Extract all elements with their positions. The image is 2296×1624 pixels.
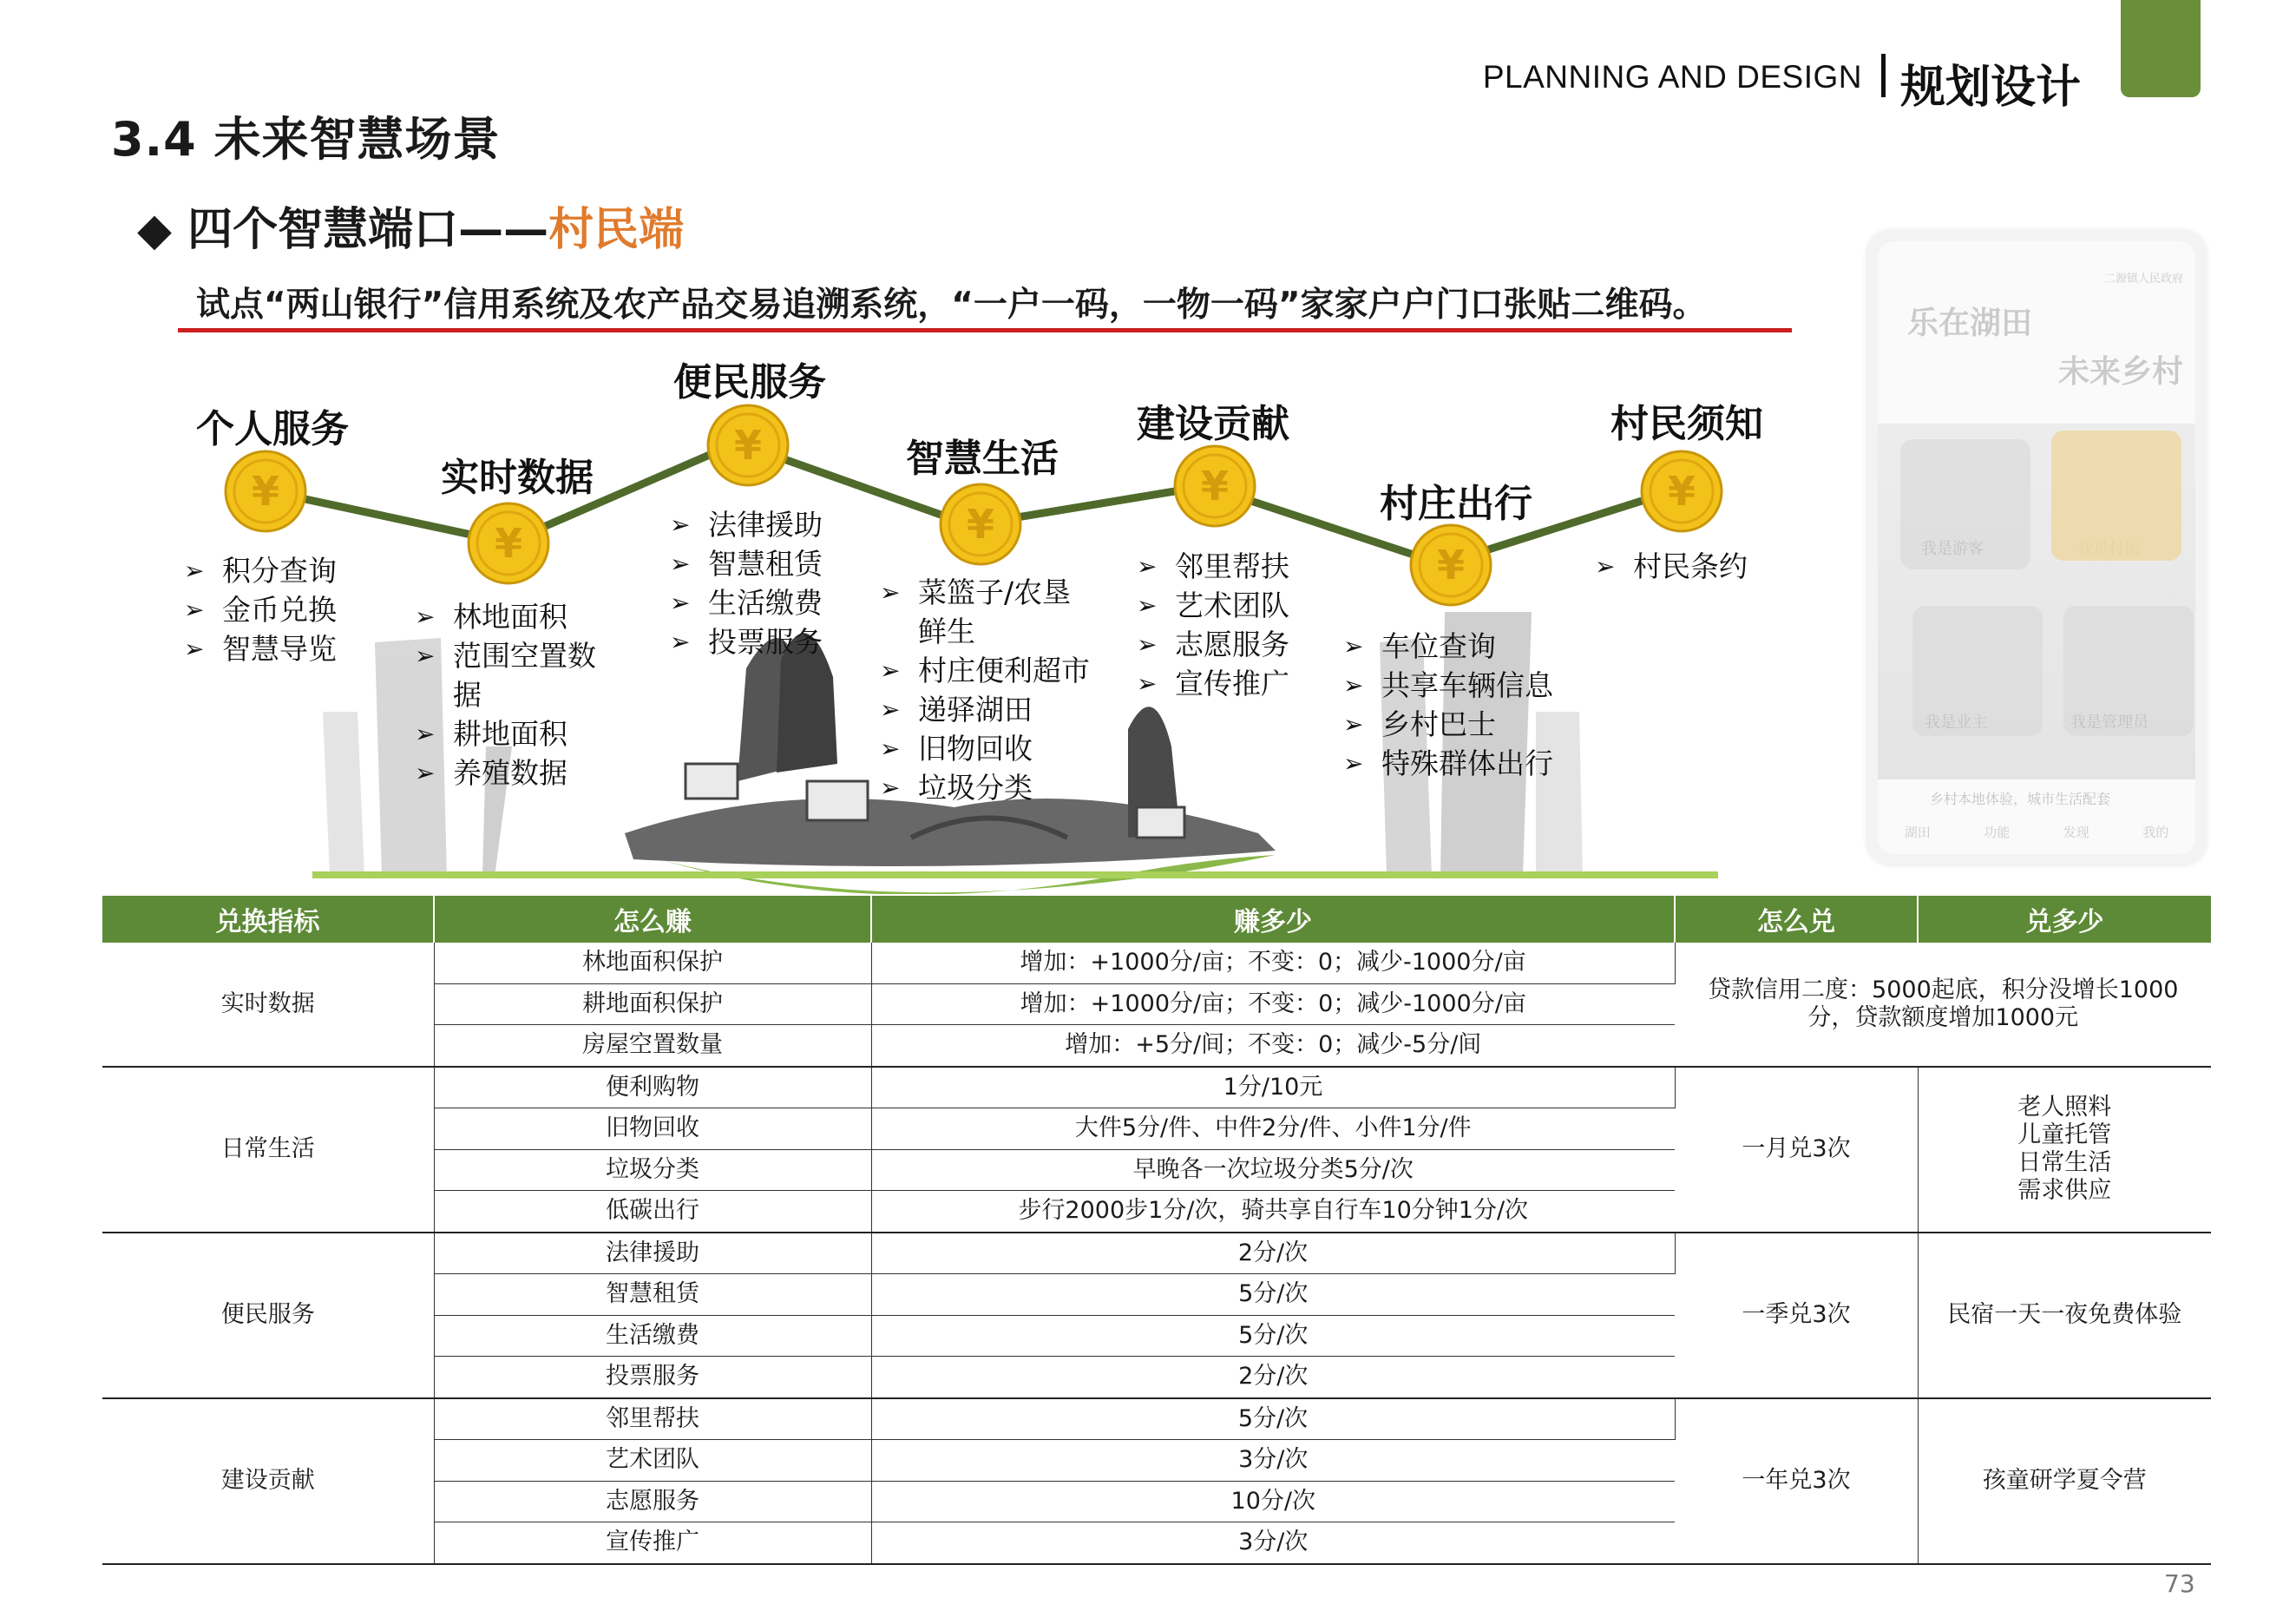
coin-icon bbox=[467, 502, 550, 585]
phone-slogan: 乡村本地体验，城市生活配套 bbox=[1930, 791, 2111, 807]
list-item: ➢ 递驿湖田 bbox=[880, 693, 1033, 727]
cell-how: 垃圾分类 bbox=[434, 1149, 871, 1191]
subtitle-highlight: 村民端 bbox=[548, 204, 685, 256]
svg-text:¥: ¥ bbox=[251, 468, 280, 515]
table-row bbox=[102, 1067, 2211, 1108]
cell-how: 艺术团队 bbox=[434, 1440, 871, 1482]
item-list bbox=[1137, 547, 1289, 703]
cell-how: 低碳出行 bbox=[434, 1191, 871, 1233]
svg-text:¥: ¥ bbox=[966, 501, 995, 548]
cell-how: 生活缴费 bbox=[434, 1315, 871, 1357]
phone-tile-caption: 我是业主 bbox=[1925, 713, 1987, 732]
cell-how: 法律援助 bbox=[434, 1233, 871, 1274]
table-header: 怎么兑 bbox=[1675, 896, 1918, 943]
coin-icon bbox=[1640, 450, 1723, 533]
coin-icon bbox=[939, 483, 1022, 566]
item-list bbox=[415, 597, 600, 792]
item-list bbox=[880, 573, 1090, 807]
header-english: PLANNING AND DESIGN bbox=[1482, 59, 1862, 95]
cell-amount: 5分/次 bbox=[871, 1398, 1675, 1440]
svg-text:¥: ¥ bbox=[733, 422, 763, 469]
phone-top-note: 二源镇人民政府 bbox=[2103, 273, 2183, 286]
list-item: ➢ 车位查询 bbox=[1343, 629, 1496, 663]
phone-line2: 未来乡村 bbox=[2057, 354, 2183, 390]
phone-nav-item: 我的 bbox=[2142, 825, 2169, 840]
cell-reward: 民宿一天一夜免费体验 bbox=[1918, 1233, 2211, 1398]
list-item: ➢ 养殖数据 bbox=[415, 756, 567, 790]
category-label: 实时数据 bbox=[441, 456, 594, 500]
cell-how: 邻里帮扶 bbox=[434, 1398, 871, 1440]
coin-icon bbox=[706, 404, 790, 487]
coin-icon bbox=[1409, 523, 1492, 607]
table-header: 怎么赚 bbox=[434, 896, 871, 943]
phone-nav-item: 发现 bbox=[2063, 825, 2089, 840]
phone-tile-caption: 我是管理员 bbox=[2070, 713, 2148, 732]
list-item: ➢ 投票服务 bbox=[670, 625, 823, 659]
group-name: 建设贡献 bbox=[102, 1398, 434, 1564]
category-label: 村民须知 bbox=[1610, 402, 1763, 446]
list-item: ➢ 耕地面积 bbox=[415, 717, 567, 751]
cell-amount: 大件5分/件、中件2分/件、小件1分/件 bbox=[871, 1108, 1675, 1150]
list-item: ➢ 法律援助 bbox=[670, 508, 823, 542]
section-title: 3.4 未来智慧场景 bbox=[111, 112, 501, 167]
list-item: ➢ 共享车辆信息 bbox=[1343, 668, 1553, 702]
category-label: 智慧生活 bbox=[906, 437, 1059, 481]
cell-how: 旧物回收 bbox=[434, 1108, 871, 1150]
svg-text:¥: ¥ bbox=[1200, 463, 1230, 510]
table-header: 赚多少 bbox=[871, 896, 1675, 943]
list-item: ➢ 智慧租赁 bbox=[670, 547, 823, 581]
cell-amount: 5分/次 bbox=[871, 1274, 1675, 1316]
table-row bbox=[102, 1233, 2211, 1274]
phone-mockup bbox=[1867, 231, 2206, 865]
header-chinese: 规划设计 bbox=[1900, 62, 2082, 114]
list-item: ➢ 智慧导览 bbox=[184, 632, 337, 666]
group-name: 日常生活 bbox=[102, 1067, 434, 1233]
cell-redeem: 一月兑3次 bbox=[1675, 1067, 1918, 1233]
item-list bbox=[1343, 627, 1553, 783]
list-item: ➢ 志愿服务 bbox=[1137, 628, 1289, 661]
group-name: 实时数据 bbox=[102, 943, 434, 1067]
list-item: ➢ 范围空置数据 bbox=[415, 639, 596, 712]
cell-how: 便利购物 bbox=[434, 1067, 871, 1108]
intro-text: 试点“两山银行”信用系统及农产品交易追溯系统，“一户一码，一物一码”家家户户门口张贴二维码。 bbox=[196, 286, 1707, 325]
cell-amount: 10分/次 bbox=[871, 1481, 1675, 1522]
cell-how: 志愿服务 bbox=[434, 1481, 871, 1522]
phone-nav bbox=[1878, 823, 2195, 841]
cell-amount: 2分/次 bbox=[871, 1233, 1675, 1274]
list-item: ➢ 特殊群体出行 bbox=[1343, 746, 1553, 780]
cell-amount: 增加：+1000分/亩；不变：0；减少-1000分/亩 bbox=[871, 943, 1675, 983]
cell-redeem: 一年兑3次 bbox=[1675, 1398, 1918, 1564]
cell-amount: 2分/次 bbox=[871, 1357, 1675, 1398]
points-table bbox=[102, 896, 2211, 1565]
phone-nav-item: 功能 bbox=[1984, 825, 2011, 840]
list-item: ➢ 村民条约 bbox=[1595, 549, 1748, 583]
coin-icon bbox=[1173, 444, 1256, 528]
cell-how: 耕地面积保护 bbox=[434, 983, 871, 1025]
group-name: 便民服务 bbox=[102, 1233, 434, 1398]
category-label: 个人服务 bbox=[196, 407, 349, 451]
cell-amount: 早晚各一次垃圾分类5分/次 bbox=[871, 1149, 1675, 1191]
cell-amount: 步行2000步1分/次，骑共享自行车10分钟1分/次 bbox=[871, 1191, 1675, 1233]
cell-how: 林地面积保护 bbox=[434, 943, 871, 983]
category-label: 村庄出行 bbox=[1380, 482, 1532, 526]
cell-how: 投票服务 bbox=[434, 1357, 871, 1398]
list-item: ➢ 旧物回收 bbox=[880, 732, 1033, 766]
list-item: ➢ 宣传推广 bbox=[1137, 667, 1289, 700]
category-label: 建设贡献 bbox=[1137, 402, 1289, 446]
coin-icon bbox=[224, 450, 307, 533]
item-list bbox=[184, 551, 337, 668]
item-list bbox=[1595, 547, 1748, 586]
list-item: ➢ 垃圾分类 bbox=[880, 771, 1033, 805]
svg-text:¥: ¥ bbox=[1667, 468, 1696, 515]
list-item: ➢ 积分查询 bbox=[184, 554, 337, 588]
table-header: 兑多少 bbox=[1918, 896, 2211, 943]
cell-how: 智慧租赁 bbox=[434, 1274, 871, 1316]
cell-amount: 3分/次 bbox=[871, 1522, 1675, 1564]
table-row bbox=[102, 1398, 2211, 1440]
table-header-row bbox=[102, 896, 2211, 943]
subtitle-prefix: ◆ 四个智慧端口—— bbox=[137, 204, 549, 256]
cell-amount: 1分/10元 bbox=[871, 1067, 1675, 1108]
svg-text:¥: ¥ bbox=[494, 520, 523, 567]
cell-amount: 3分/次 bbox=[871, 1440, 1675, 1482]
list-item: ➢ 林地面积 bbox=[415, 600, 567, 634]
cell-amount: 5分/次 bbox=[871, 1315, 1675, 1357]
list-item: ➢ 艺术团队 bbox=[1137, 588, 1289, 622]
cell-amount: 增加：+1000分/亩；不变：0；减少-1000分/亩 bbox=[871, 983, 1675, 1025]
table-header: 兑换指标 bbox=[102, 896, 434, 943]
cell-redeem: 贷款信用二度：5000起底，积分没增长1000分，贷款额度增加1000元 bbox=[1675, 943, 2211, 1067]
cell-reward: 孩童研学夏令营 bbox=[1918, 1398, 2211, 1564]
cell-redeem: 一季兑3次 bbox=[1675, 1233, 1918, 1398]
list-item: ➢ 生活缴费 bbox=[670, 586, 823, 620]
cell-how: 宣传推广 bbox=[434, 1522, 871, 1564]
table-row bbox=[102, 943, 2211, 983]
phone-tile-caption: 我是游客 bbox=[1921, 540, 1984, 558]
phone-tile-caption: 我是村民 bbox=[2077, 540, 2140, 558]
phone-nav-item: 湖田 bbox=[1904, 825, 1931, 840]
list-item: ➢ 金币兑换 bbox=[184, 593, 337, 627]
item-list bbox=[670, 505, 823, 661]
list-item: ➢ 菜篮子/农垦鲜生 bbox=[880, 575, 1072, 648]
list-item: ➢ 邻里帮扶 bbox=[1137, 549, 1289, 583]
cell-how: 房屋空置数量 bbox=[434, 1025, 871, 1067]
page-number: 73 bbox=[2164, 1569, 2195, 1598]
category-label: 便民服务 bbox=[673, 360, 826, 404]
phone-line1: 乐在湖田 bbox=[1907, 306, 2033, 341]
list-item: ➢ 乡村巴士 bbox=[1343, 707, 1496, 741]
cell-reward: 老人照料 儿童托管 日常生活 需求供应 bbox=[1918, 1067, 2211, 1233]
svg-text:¥: ¥ bbox=[1436, 542, 1466, 588]
cell-amount: 增加：+5分/间；不变：0；减少-5分/间 bbox=[871, 1025, 1675, 1067]
list-item: ➢ 村庄便利超市 bbox=[880, 654, 1090, 687]
